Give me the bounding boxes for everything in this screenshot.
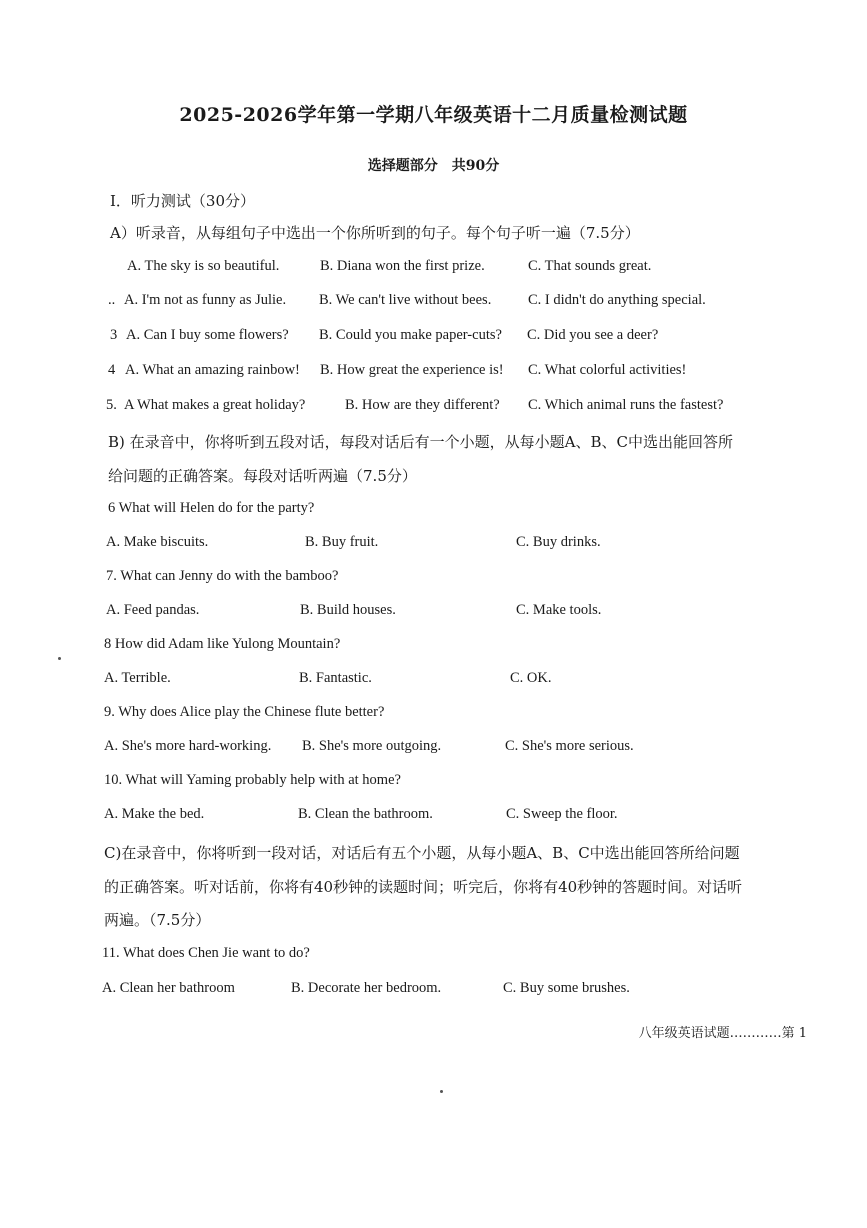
question: 10. What will Yaming probably help with at home? [104, 772, 401, 788]
part-a-item [0, 258, 867, 280]
option-a: A. I'm not as funny as Julie. [124, 292, 287, 308]
option-c: C. OK. [510, 670, 552, 686]
option-b: B. How are they different? [345, 397, 500, 413]
option-a: A. What an amazing rainbow! [125, 362, 300, 378]
option-c: C. Make tools. [516, 602, 602, 618]
page-footer: 八年级英语试题…………第 1 [638, 1026, 807, 1041]
option-c: C. Buy some brushes. [503, 980, 630, 996]
page-title: 2025-2026学年第一学期八年级英语十二月质量检测试题 [179, 104, 688, 126]
question: 7. What can Jenny do with the bamboo? [106, 568, 339, 584]
answer-options [0, 670, 867, 692]
option-a: A. She's more hard-working. [104, 738, 272, 754]
option-a: A. Make biscuits. [106, 534, 209, 550]
option-c: C. Which animal runs the fastest? [528, 397, 724, 413]
option-a: A. Make the bed. [104, 806, 205, 822]
option-a: A. Clean her bathroom [102, 980, 235, 996]
option-b: B. Diana won the first prize. [320, 258, 485, 274]
option-c: C. What colorful activities! [528, 362, 687, 378]
option-a: A. Terrible. [104, 670, 171, 686]
option-b: B. Could you make paper-cuts? [319, 327, 502, 343]
option-c: C. I didn't do anything special. [528, 292, 706, 308]
question: 11. What does Chen Jie want to do? [102, 945, 310, 961]
answer-options [0, 806, 867, 828]
part-c-instruction: 的正确答案。听对话前，你将有40秒钟的读题时间；听完后，你将有40秒钟的答题时间。对话听 [104, 878, 743, 896]
answer-options [0, 980, 867, 1002]
item-number: 4 [108, 362, 116, 378]
part-c-instruction: 两遍。（7.5分） [104, 911, 211, 929]
option-a: A. Feed pandas. [106, 602, 200, 618]
option-b: B. Fantastic. [299, 670, 372, 686]
option-c: C. Buy drinks. [516, 534, 601, 550]
option-b: B. How great the experience is! [320, 362, 504, 378]
scan-speck [440, 1090, 443, 1093]
question: 8 How did Adam like Yulong Mountain? [104, 636, 341, 652]
item-number: 5. [106, 397, 117, 413]
item-number: .. [108, 292, 116, 308]
option-c: C. Sweep the floor. [506, 806, 618, 822]
part-b-instruction: 给问题的正确答案。每段对话听两遍（7.5分） [108, 467, 417, 485]
part-a-item [0, 292, 867, 314]
part-b-instruction: B) 在录音中，你将听到五段对话，每段对话后有一个小题，从每小题A、B、C中选出能回答所 [108, 433, 733, 451]
part-a-instruction: A）听录音，从每组句子中选出一个你所听到的句子。每个句子听一遍（7.5分） [110, 224, 640, 242]
part-a-item [0, 362, 867, 384]
answer-options [0, 602, 867, 624]
option-b: B. She's more outgoing. [302, 738, 442, 754]
option-b: B. Build houses. [300, 602, 396, 618]
option-c: C. That sounds great. [528, 258, 652, 274]
answer-options [0, 738, 867, 760]
answer-options [0, 534, 867, 556]
part-a-item [0, 397, 867, 419]
part-a-item [0, 327, 867, 349]
page-subtitle: 选择题部分 共90分 [367, 158, 500, 174]
item-number: 3 [110, 327, 118, 343]
option-a: A What makes a great holiday? [124, 397, 306, 413]
option-b: B. Buy fruit. [305, 534, 379, 550]
option-c: C. Did you see a deer? [527, 327, 659, 343]
option-b: B. Decorate her bedroom. [291, 980, 442, 996]
option-c: C. She's more serious. [505, 738, 634, 754]
option-a: A. Can I buy some flowers? [126, 327, 289, 343]
option-a: A. The sky is so beautiful. [127, 258, 280, 274]
scan-speck [58, 657, 61, 660]
question: 6 What will Helen do for the party? [108, 500, 315, 516]
option-b: B. We can't live without bees. [319, 292, 492, 308]
question: 9. Why does Alice play the Chinese flute better? [104, 704, 385, 720]
option-b: B. Clean the bathroom. [298, 806, 433, 822]
part-c-instruction: C)在录音中，你将听到一段对话，对话后有五个小题，从每小题A、B、C中选出能回答所给问题 [104, 844, 740, 862]
section-heading: I．听力测试（30分） [110, 192, 256, 210]
